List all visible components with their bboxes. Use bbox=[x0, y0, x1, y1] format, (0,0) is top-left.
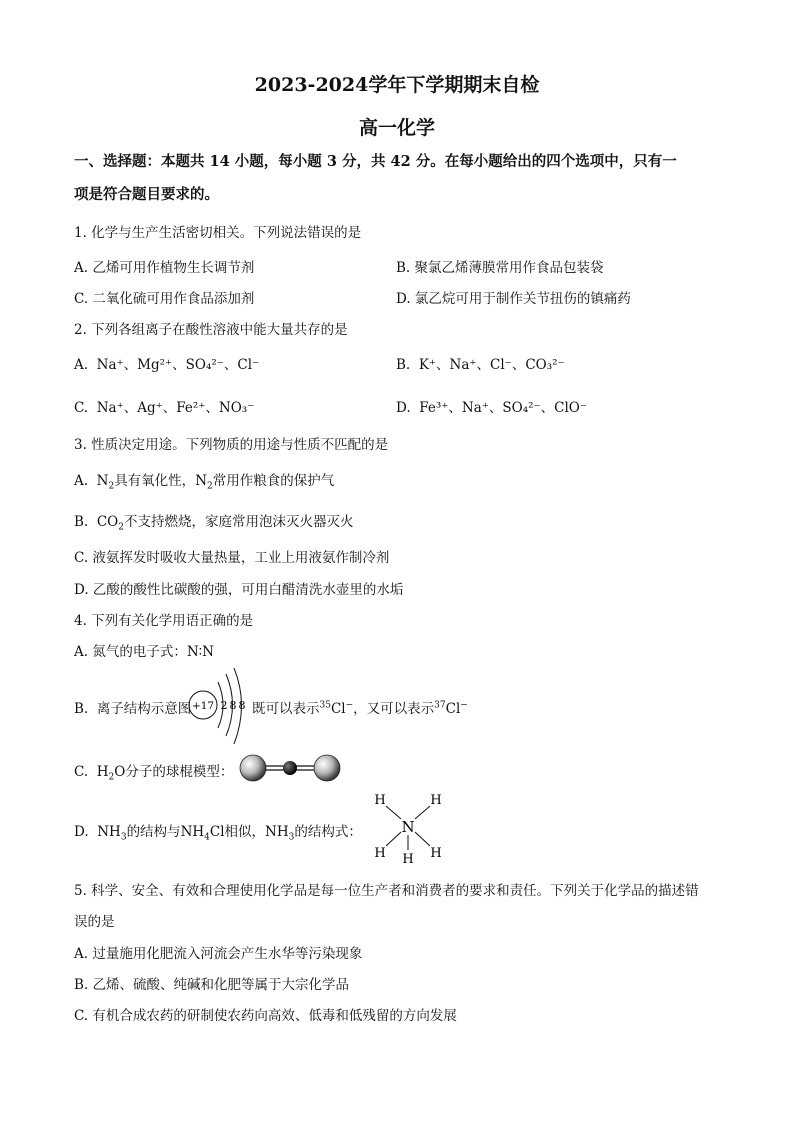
separator: 、 bbox=[448, 400, 462, 416]
q5-option-c: C. 有机合成农药的研制使农药向高效、低毒和低残留的方向发展 bbox=[74, 1008, 457, 1024]
text: 离子结构示意图 bbox=[96, 701, 192, 717]
text: 常用作粮食的保护气 bbox=[212, 473, 335, 489]
q4-option-c bbox=[74, 760, 234, 783]
text: 的结构与 bbox=[126, 824, 181, 840]
q3-option-a bbox=[74, 469, 335, 492]
q5-stem-line1: 5. 科学、安全、有效和合理使用化学品是每一位生产者和消费者的要求和责任。下列关于化学品的描述错 bbox=[74, 883, 699, 899]
formula: NH bbox=[97, 824, 121, 840]
subscript: 3 bbox=[120, 832, 127, 843]
q2-b-ion: Na⁺ bbox=[449, 357, 477, 373]
q4-option-a: A. 氮气的电子式：N∶N bbox=[74, 644, 214, 660]
q2-option-b bbox=[396, 353, 565, 373]
text: 分子的球棍模型： bbox=[125, 764, 234, 780]
separator: 、 bbox=[511, 357, 526, 373]
atom-h: H bbox=[402, 852, 414, 864]
q4-b-label: B. bbox=[74, 701, 89, 717]
q2-a-ion: Cl⁻ bbox=[237, 357, 260, 373]
q3-a-label: A. bbox=[74, 473, 89, 489]
q2-d-ion: Fe³⁺ bbox=[419, 400, 449, 416]
q2-c-ion: Fe²⁺ bbox=[176, 400, 206, 416]
separator: 、 bbox=[476, 357, 491, 373]
formula: NH bbox=[180, 824, 205, 840]
atom-n: N bbox=[401, 818, 415, 836]
text: ，又可以表示 bbox=[353, 701, 435, 717]
q4-stem: 4. 下列有关化学用语正确的是 bbox=[74, 613, 254, 629]
q2-a-ion: Na⁺ bbox=[96, 357, 124, 373]
q4-option-b-tail bbox=[252, 697, 468, 717]
q4-option-d bbox=[74, 820, 362, 843]
atom-h: H bbox=[430, 793, 442, 808]
atom-ball-large bbox=[240, 755, 266, 781]
text: 既可以表示 bbox=[252, 701, 320, 717]
q2-b-ion: K⁺ bbox=[418, 357, 437, 373]
q2-c-ion: Ag⁺ bbox=[137, 400, 163, 416]
atom-h: H bbox=[430, 846, 442, 861]
nucleus-label: +17 bbox=[191, 700, 215, 712]
formula: O bbox=[114, 764, 126, 780]
subscript: 2 bbox=[207, 481, 213, 492]
subscript: 2 bbox=[118, 522, 124, 533]
q3-stem: 3. 性质决定用途。下列物质的用途与性质不匹配的是 bbox=[74, 437, 389, 453]
q5-option-a: A. 过量施用化肥流入河流会产生水华等污染现象 bbox=[74, 946, 363, 962]
q2-a-label: A. bbox=[74, 357, 89, 373]
separator: 、 bbox=[223, 357, 238, 373]
q2-c-ion: Na⁺ bbox=[96, 400, 124, 416]
q2-option-c bbox=[74, 396, 254, 416]
shell-electrons-2: 8 bbox=[229, 699, 237, 712]
element: Cl bbox=[330, 701, 346, 717]
formula: H bbox=[96, 764, 109, 780]
separator: 、 bbox=[123, 400, 138, 416]
text: 的结构式： bbox=[294, 824, 362, 840]
q5-stem-line2: 误的是 bbox=[74, 914, 115, 930]
q1-option-d: D. 氯乙烷可用于制作关节扭伤的镇痛药 bbox=[396, 291, 631, 307]
formula: CO bbox=[96, 514, 119, 530]
bond-line bbox=[415, 806, 430, 819]
q3-option-b bbox=[74, 510, 354, 533]
bond-line bbox=[415, 832, 430, 846]
q2-option-d bbox=[396, 396, 587, 416]
section-heading-line2: 项是符合题目要求的。 bbox=[74, 186, 219, 203]
separator: 、 bbox=[488, 400, 503, 416]
q2-d-ion: Na⁺ bbox=[461, 400, 489, 416]
separator: 、 bbox=[162, 400, 177, 416]
page-title: 2023-2024学年下学期期末自检 bbox=[254, 74, 540, 96]
separator: 、 bbox=[436, 357, 450, 373]
subscript: 3 bbox=[288, 832, 295, 843]
q2-c-ion: NO₃⁻ bbox=[218, 400, 255, 416]
q4-c-label: C. bbox=[74, 764, 89, 780]
element: Cl bbox=[445, 701, 461, 717]
formula: NH bbox=[265, 824, 289, 840]
text: 不支持燃烧，家庭常用泡沫灭火器灭火 bbox=[123, 514, 354, 530]
q2-b-label: B. bbox=[396, 357, 411, 373]
q2-option-a bbox=[74, 353, 259, 373]
mass-number: 35 bbox=[319, 700, 331, 711]
text: 具有氧化性， bbox=[114, 473, 196, 489]
charge: − bbox=[345, 700, 354, 711]
q1-option-c: C. 二氧化硫可用作食品添加剂 bbox=[74, 291, 255, 307]
formula: N bbox=[195, 473, 207, 489]
q2-a-ion: Mg²⁺ bbox=[137, 357, 173, 373]
atom-ball-small bbox=[283, 761, 297, 775]
q1-option-a: A. 乙烯可用作植物生长调节剂 bbox=[74, 260, 255, 276]
shell-electrons-1: 2 bbox=[220, 699, 228, 712]
separator: 、 bbox=[205, 400, 219, 416]
q2-a-ion: SO₄²⁻ bbox=[185, 357, 224, 373]
nh4-structural-formula bbox=[370, 790, 446, 864]
ball-stick-model bbox=[236, 753, 344, 783]
bond-line bbox=[386, 832, 401, 846]
q4-option-b bbox=[74, 697, 191, 717]
section-heading-line1: 一、选择题：本题共 14 小题，每小题 3 分，共 42 分。在每小题给出的四个选项中，只有一 bbox=[74, 153, 677, 170]
subscript: 2 bbox=[108, 772, 115, 783]
separator: 、 bbox=[123, 357, 138, 373]
atom-ball-large bbox=[314, 755, 340, 781]
ion-structure-diagram bbox=[186, 668, 254, 748]
q4-d-label: D. bbox=[74, 824, 89, 840]
subscript: 2 bbox=[108, 481, 115, 492]
subscript: 4 bbox=[204, 832, 210, 843]
q2-d-ion: ClO⁻ bbox=[554, 400, 587, 416]
formula: Cl bbox=[209, 824, 225, 840]
separator: 、 bbox=[540, 400, 555, 416]
charge: − bbox=[460, 700, 468, 711]
q3-option-c: C. 液氨挥发时吸收大量热量，工业上用液氨作制冷剂 bbox=[74, 550, 390, 566]
q2-b-ion: Cl⁻ bbox=[490, 357, 512, 373]
q1-option-b: B. 聚氯乙烯薄膜常用作食品包装袋 bbox=[396, 260, 604, 276]
q3-option-d: D. 乙酸的酸性比碳酸的强，可用白醋清洗水壶里的水垢 bbox=[74, 582, 404, 598]
shell-electrons-3: 8 bbox=[238, 699, 246, 712]
formula: N bbox=[96, 473, 109, 489]
atom-h: H bbox=[374, 793, 386, 808]
q3-b-label: B. bbox=[74, 514, 89, 530]
q2-c-label: C. bbox=[74, 400, 89, 416]
q2-d-ion: SO₄²⁻ bbox=[502, 400, 541, 416]
q2-d-label: D. bbox=[396, 400, 411, 416]
atom-h: H bbox=[374, 846, 386, 861]
text: 相似， bbox=[224, 824, 266, 840]
q1-stem: 1. 化学与生产生活密切相关。下列说法错误的是 bbox=[74, 225, 362, 241]
mass-number: 37 bbox=[434, 700, 446, 711]
separator: 、 bbox=[172, 357, 186, 373]
q2-b-ion: CO₃²⁻ bbox=[525, 357, 565, 373]
page-subtitle: 高一化学 bbox=[358, 117, 435, 139]
bond-line bbox=[386, 806, 401, 819]
q5-option-b: B. 乙烯、硫酸、纯碱和化肥等属于大宗化学品 bbox=[74, 977, 350, 993]
q2-stem: 2. 下列各组离子在酸性溶液中能大量共存的是 bbox=[74, 322, 348, 338]
